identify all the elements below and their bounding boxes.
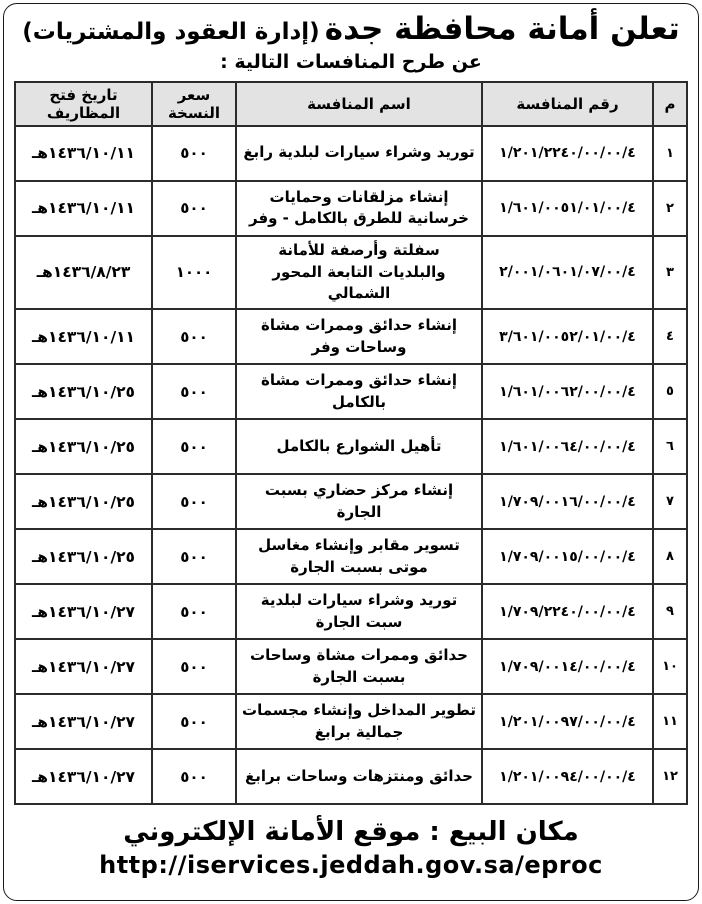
table-row [15, 474, 687, 529]
tender-number [482, 364, 653, 419]
tender-name: تطوير المداخل وإنشاء مجسمات جمالية برابغ [236, 694, 482, 749]
row-no: ٢ [653, 181, 687, 236]
copy-price: ٥٠٠ [152, 309, 236, 364]
tender-number-value: ١/٢٠١/٢٢٤٠/٠٠/٠٠/٤ [499, 145, 636, 162]
tender-number-value: ١/٢٠١/٠٠٩٤/٠٠/٠٠/٤ [499, 768, 636, 785]
tender-number [482, 309, 653, 364]
tender-name: حدائق وممرات مشاة وساحات بسبت الجارة [236, 639, 482, 694]
open-date: ١٤٣٦/١٠/٢٧هـ [15, 749, 152, 804]
tender-number-value: ١/٧٠٩/٢٢٤٠/٠٠/٠٠/٤ [499, 603, 636, 620]
tender-number-value: ٢/٠٠١/٠٦٠١/٠٧/٠٠/٤ [499, 264, 636, 281]
tender-name: إنشاء حدائق وممرات مشاة بالكامل [236, 364, 482, 419]
table-row [15, 419, 687, 474]
tender-name: إنشاء حدائق وممرات مشاة وساحات وفر [236, 309, 482, 364]
header-open-date: تاريخ فتح المظاريف [15, 82, 152, 126]
tender-name: توريد وشراء سيارات لبلدية رابغ [236, 126, 482, 181]
table-row [15, 309, 687, 364]
tender-number-value: ١/٧٠٩/٠٠١٤/٠٠/٠٠/٤ [499, 658, 636, 675]
row-no: ٥ [653, 364, 687, 419]
open-date: ١٤٣٦/١٠/٢٥هـ [15, 529, 152, 584]
tender-number-value: ١/٧٠٩/٠٠١٥/٠٠/٠٠/٤ [499, 548, 636, 565]
open-date: ١٤٣٦/١٠/٢٥هـ [15, 419, 152, 474]
page-title: تعلن أمانة محافظة جدة [324, 11, 680, 47]
tender-number [482, 419, 653, 474]
open-date: ١٤٣٦/٨/٢٣هـ [15, 236, 152, 309]
tender-number [482, 639, 653, 694]
row-no: ٤ [653, 309, 687, 364]
row-no: ١١ [653, 694, 687, 749]
row-no: ٧ [653, 474, 687, 529]
table-row [15, 126, 687, 181]
open-date: ١٤٣٦/١٠/٢٥هـ [15, 474, 152, 529]
tender-name: حدائق ومنتزهات وساحات برابغ [236, 749, 482, 804]
table-row [15, 584, 687, 639]
tender-number [482, 694, 653, 749]
table-row [15, 181, 687, 236]
copy-price: ٥٠٠ [152, 126, 236, 181]
table-header-row [15, 82, 687, 126]
table-row [15, 529, 687, 584]
tender-number-value: ١/٧٠٩/٠٠١٦/٠٠/٠٠/٤ [499, 493, 636, 510]
sale-place-text: مكان البيع : موقع الأمانة الإلكتروني [123, 817, 579, 847]
copy-price: ٥٠٠ [152, 584, 236, 639]
open-date: ١٤٣٦/١٠/٢٧هـ [15, 584, 152, 639]
tender-number-value: ١/٢٠١/٠٠٩٧/٠٠/٠٠/٤ [499, 713, 636, 730]
tender-number-value: ١/٦٠١/٠٠٥١/٠١/٠٠/٤ [499, 200, 636, 217]
table-row [15, 364, 687, 419]
row-no: ٣ [653, 236, 687, 309]
tender-number [482, 749, 653, 804]
row-no: ٨ [653, 529, 687, 584]
tenders-table [14, 81, 688, 805]
tender-name: تأهيل الشوارع بالكامل [236, 419, 482, 474]
row-no: ٦ [653, 419, 687, 474]
tender-number [482, 529, 653, 584]
copy-price: ٥٠٠ [152, 364, 236, 419]
copy-price: ١٠٠٠ [152, 236, 236, 309]
tender-number [482, 236, 653, 309]
eproc-url-text: http://iservices.jeddah.gov.sa/eproc [99, 851, 603, 879]
open-date: ١٤٣٦/١٠/١١هـ [15, 309, 152, 364]
page-subtitle: عن طرح المنافسات التالية : [220, 50, 482, 73]
row-no: ٩ [653, 584, 687, 639]
table-row [15, 694, 687, 749]
row-no: ١٠ [653, 639, 687, 694]
copy-price: ٥٠٠ [152, 694, 236, 749]
open-date: ١٤٣٦/١٠/٢٧هـ [15, 639, 152, 694]
open-date: ١٤٣٦/١٠/٢٥هـ [15, 364, 152, 419]
table-row [15, 236, 687, 309]
page-title-department: (إدارة العقود والمشتريات) [22, 19, 320, 45]
tender-number [482, 584, 653, 639]
copy-price: ٥٠٠ [152, 639, 236, 694]
header-copy-price: سعر النسخة [152, 82, 236, 126]
tender-number-value: ١/٦٠١/٠٠٦٤/٠٠/٠٠/٤ [499, 438, 636, 455]
tender-name: سفلتة وأرصفة للأمانة والبلديات التابعة المحور الشمالي [236, 236, 482, 309]
tender-number-value: ٣/٦٠١/٠٠٥٢/٠١/٠٠/٤ [499, 328, 636, 345]
copy-price: ٥٠٠ [152, 749, 236, 804]
tender-number [482, 126, 653, 181]
copy-price: ٥٠٠ [152, 181, 236, 236]
tender-name: توريد وشراء سيارات لبلدية سبت الجارة [236, 584, 482, 639]
tender-number [482, 181, 653, 236]
tender-name: تسوير مقابر وإنشاء مغاسل موتى بسبت الجارة [236, 529, 482, 584]
header-tender-number: رقم المنافسة [482, 82, 653, 126]
tender-number [482, 474, 653, 529]
header-no: م [653, 82, 687, 126]
tender-name: إنشاء مركز حضاري بسبت الجارة [236, 474, 482, 529]
copy-price: ٥٠٠ [152, 474, 236, 529]
copy-price: ٥٠٠ [152, 419, 236, 474]
table-row [15, 639, 687, 694]
footer-block [14, 817, 688, 879]
open-date: ١٤٣٦/١٠/١١هـ [15, 126, 152, 181]
table-row [15, 749, 687, 804]
row-no: ١٢ [653, 749, 687, 804]
row-no: ١ [653, 126, 687, 181]
title-block [14, 10, 688, 49]
tender-number-value: ١/٦٠١/٠٠٦٢/٠٠/٠٠/٤ [499, 383, 636, 400]
header-tender-name: اسم المنافسة [236, 82, 482, 126]
open-date: ١٤٣٦/١٠/٢٧هـ [15, 694, 152, 749]
open-date: ١٤٣٦/١٠/١١هـ [15, 181, 152, 236]
tender-name: إنشاء مزلقانات وحمايات خرسانية للطرق بالكامل - وفر [236, 181, 482, 236]
copy-price: ٥٠٠ [152, 529, 236, 584]
